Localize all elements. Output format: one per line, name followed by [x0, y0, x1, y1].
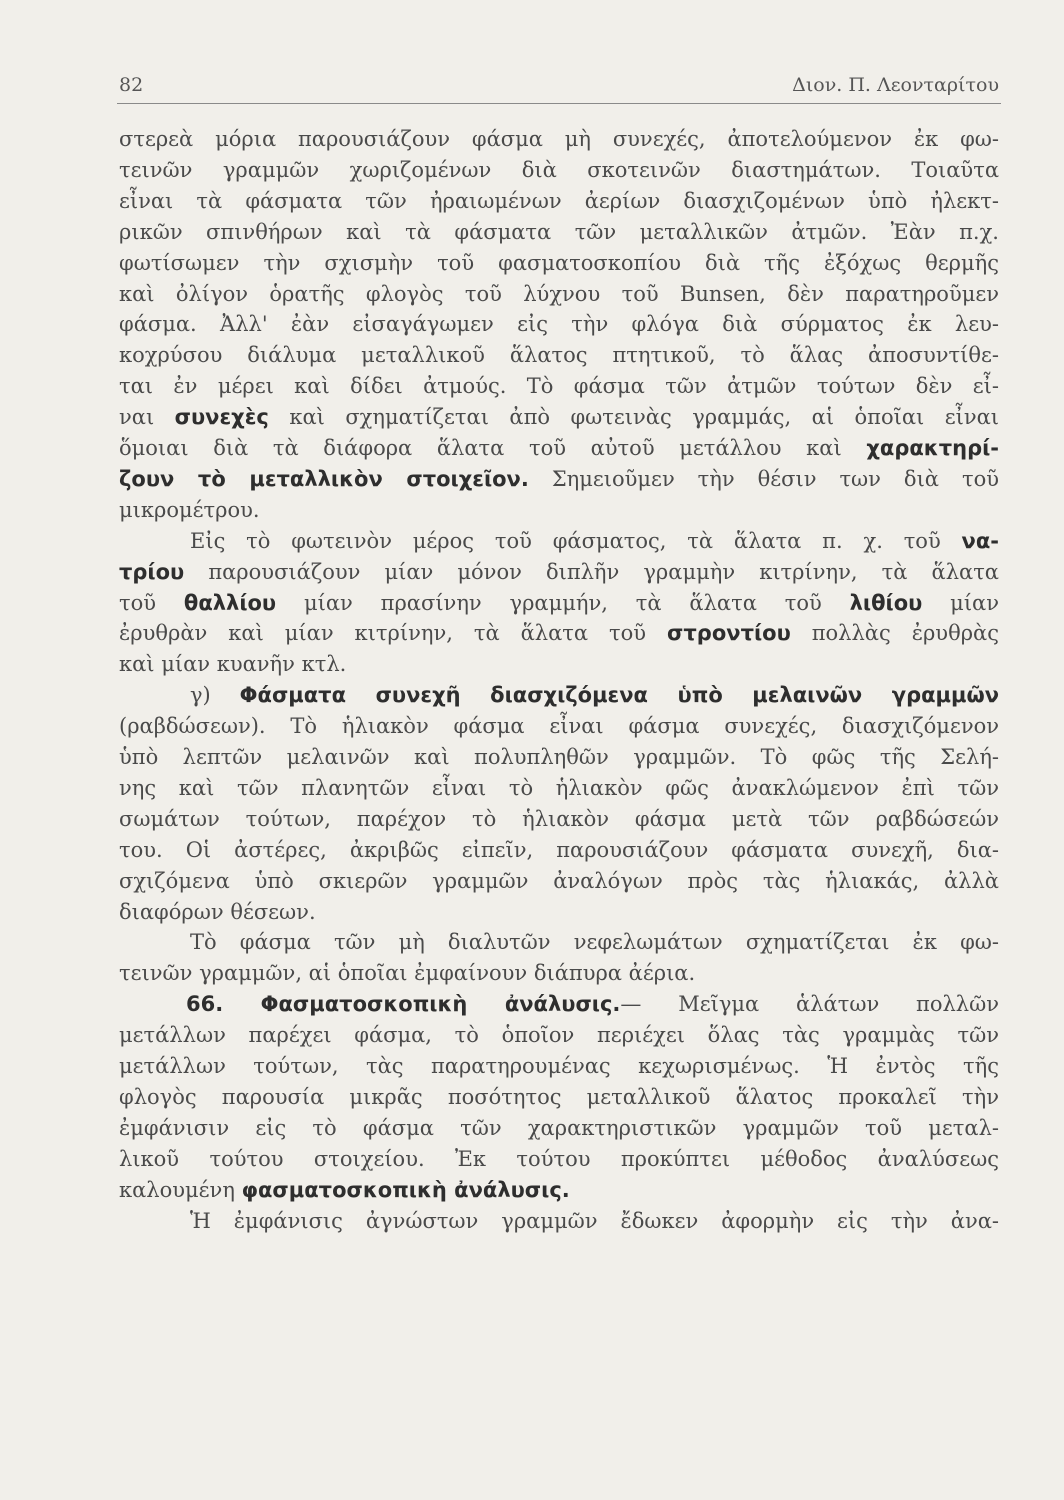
text-line: [119, 124, 999, 154]
text-run: φωτίσωμεν τὴν σχισμὴν τοῦ φασματοσκοπίου διὰ τῆς ἐξόχως θερμῆς: [119, 250, 999, 275]
text-run: σχιζόμενα ὑπὸ σκιερῶν γραμμῶν ἀναλόγων πρὸς τὰς ἡλιακάς, ἀλλὰ: [119, 868, 999, 893]
text-run: Εἰς τὸ φωτεινὸν μέρος τοῦ φάσματος, τὰ ἅλατα π. χ. τοῦ: [190, 528, 962, 553]
text-run: ται ἐν μέρει καὶ δίδει ἀτμούς. Τὸ φάσμα τῶν ἀτμῶν τούτων δὲν εἶ-: [119, 374, 999, 399]
text-run: λικοῦ τούτου στοιχείου. Ἐκ τούτου προκύπτει μέθοδος ἀναλύσεως: [119, 1146, 999, 1171]
bold-term: να-: [961, 528, 999, 553]
text-run: Σημειοῦμεν τὴν θέσιν των διὰ τοῦ: [528, 466, 999, 491]
text-run: ρικῶν σπινθήρων καὶ τὰ φάσματα τῶν μεταλλικῶν ἀτμῶν. Ἐὰν π.χ.: [119, 219, 999, 244]
text-line: [119, 557, 999, 587]
text-line: [119, 1113, 999, 1143]
text-line: [190, 1206, 999, 1236]
bold-term: Φάσματα συνεχῆ διασχιζόμενα ὑπὸ μελαινῶν γραμμῶν: [239, 683, 999, 708]
text-line: [119, 1144, 999, 1174]
text-run: — Μεῖγμα ἁλάτων πολλῶν: [620, 992, 999, 1017]
text-line: [119, 433, 999, 463]
text-line: [119, 155, 999, 185]
text-run: φάσμα. Ἀλλ' ἐὰν εἰσαγάγωμεν εἰς τὴν φλόγα διὰ σύρματος ἐκ λευ-: [119, 312, 999, 337]
text-line: [190, 680, 999, 710]
text-line: [119, 835, 999, 865]
text-run: πολλὰς ἐρυθρὰς: [790, 621, 999, 646]
text-line: [119, 279, 999, 309]
bold-term: ζουν τὸ μεταλλικὸν στοιχεῖον.: [119, 466, 529, 491]
text-line: [119, 248, 999, 278]
text-run: μίαν πρασίνην γραμμήν, τὰ ἅλατα τοῦ: [276, 590, 850, 615]
bold-term: χαρακτηρί-: [866, 436, 999, 460]
bold-term: φασματοσκοπικὴ ἀνάλυσις.: [241, 1177, 570, 1202]
text-run: φλογὸς παρουσία μικρᾶς ποσότητος μεταλλικοῦ ἅλατος προκαλεῖ τὴν: [119, 1084, 999, 1109]
text-line: [119, 340, 999, 370]
text-run: καὶ μίαν κυανῆν κτλ.: [119, 652, 347, 677]
bold-term: θαλλίου: [183, 590, 277, 615]
text-line: [119, 1175, 999, 1205]
text-line: [119, 866, 999, 896]
text-line: [119, 1082, 999, 1112]
text-run: ναι: [119, 405, 175, 430]
bold-term: 66. Φασματοσκοπικὴ ἀνάλυσις.: [186, 992, 621, 1017]
text-line: [119, 742, 999, 772]
text-run: μίαν: [922, 590, 999, 615]
text-run: τεινῶν γραμμῶν, αἱ ὁποῖαι ἐμφαίνουν διάπυρα ἀέρια.: [119, 961, 696, 986]
bold-term: λιθίου: [849, 590, 923, 615]
text-run: καλουμένη: [119, 1177, 242, 1202]
text-run: ἐρυθρὰν καὶ μίαν κιτρίνην, τὰ ἅλατα τοῦ: [119, 621, 668, 646]
text-run: εἶναι τὰ φάσματα τῶν ἠραιωμένων ἀερίων διασχιζομένων ὑπὸ ἠλεκτ-: [119, 188, 999, 213]
text-line: [119, 804, 999, 834]
text-line: [119, 773, 999, 803]
text-line: [119, 588, 999, 618]
text-run: ὅμοιαι διὰ τὰ διάφορα ἅλατα τοῦ αὐτοῦ μετάλλου καὶ: [119, 436, 867, 460]
text-run: καὶ ὀλίγον ὁρατῆς φλογὸς τοῦ λύχνου τοῦ Bunsen, δὲν παρατηροῦμεν: [119, 281, 999, 306]
text-run: Ἡ ἐμφάνισις ἀγνώστων γραμμῶν ἔδωκεν ἀφορμὴν εἰς τὴν ἀνα-: [190, 1208, 999, 1233]
text-run: γ): [190, 683, 240, 708]
text-run: ἐμφάνισιν εἰς τὸ φάσμα τῶν χαρακτηριστικῶν γραμμῶν τοῦ μεταλ-: [119, 1115, 999, 1140]
text-line: [190, 526, 999, 556]
running-header: [119, 74, 999, 104]
text-run: μετάλλων παρέχει φάσμα, τὸ ὁποῖον περιέχει ὅλας τὰς γραμμὰς τῶν: [119, 1023, 999, 1048]
text-run: νης καὶ τῶν πλανητῶν εἶναι τὸ ἡλιακὸν φῶς ἀνακλώμενον ἐπὶ τῶν: [119, 775, 999, 800]
text-run: ὑπὸ λεπτῶν μελαινῶν καὶ πολυπληθῶν γραμμῶν. Τὸ φῶς τῆς Σελή-: [119, 745, 999, 769]
text-line: [119, 217, 999, 247]
text-line: [119, 402, 999, 432]
text-line: [119, 186, 999, 216]
text-line: [119, 897, 999, 927]
text-run: (ραβδώσεων). Τὸ ἡλιακὸν φάσμα εἶναι φάσμα συνεχές, διασχιζόμενον: [119, 714, 999, 739]
running-head-author: Διον. Π. Λεονταρίτου: [792, 74, 999, 96]
text-run: διαφόρων θέσεων.: [119, 899, 316, 924]
text-line: [119, 1020, 999, 1050]
text-run: στερεὰ μόρια παρουσιάζουν φάσμα μὴ συνεχές, ἀποτελούμενον ἐκ φω-: [119, 127, 999, 151]
bold-term: τρίου: [119, 559, 185, 584]
text-line: [119, 958, 999, 988]
text-run: Τὸ φάσμα τῶν μὴ διαλυτῶν νεφελωμάτων σχηματίζεται ἐκ φω-: [190, 930, 999, 955]
text-line: [186, 989, 999, 1019]
text-line: [119, 649, 999, 679]
text-run: τοῦ: [119, 590, 184, 615]
text-run: του. Οἱ ἀστέρες, ἀκριβῶς εἰπεῖν, παρουσιάζουν φάσματα συνεχῆ, δια-: [119, 837, 999, 862]
text-run: καὶ σχηματίζεται ἀπὸ φωτεινὰς γραμμάς, αἱ ὁποῖαι εἶναι: [268, 405, 999, 430]
text-line: [190, 927, 999, 957]
text-line: [119, 711, 999, 741]
text-run: μετάλλων τούτων, τὰς παρατηρουμένας κεχωρισμένως. Ἡ ἐντὸς τῆς: [119, 1054, 999, 1078]
bold-term: στροντίου: [667, 621, 791, 646]
bold-term: συνεχὲς: [174, 405, 269, 430]
text-run: κοχρύσου διάλυμα μεταλλικοῦ ἅλατος πτητικοῦ, τὸ ἅλας ἀποσυντίθε-: [119, 343, 999, 368]
text-run: μικρομέτρου.: [119, 497, 260, 522]
text-line: [119, 495, 999, 525]
header-rule: [117, 103, 1001, 104]
text-line: [119, 464, 999, 494]
text-line: [119, 309, 999, 339]
text-run: σωμάτων τούτων, παρέχον τὸ ἡλιακὸν φάσμα μετὰ τῶν ραβδώσεών: [119, 806, 999, 831]
text-line: [119, 371, 999, 401]
text-run: τεινῶν γραμμῶν χωριζομένων διὰ σκοτεινῶν διαστημάτων. Τοιαῦτα: [119, 157, 999, 182]
text-line: [119, 1051, 999, 1081]
text-run: παρουσιάζουν μίαν μόνον διπλῆν γραμμὴν κιτρίνην, τὰ ἅλατα: [184, 559, 999, 584]
text-line: [119, 618, 999, 648]
page-number: 82: [119, 74, 144, 96]
